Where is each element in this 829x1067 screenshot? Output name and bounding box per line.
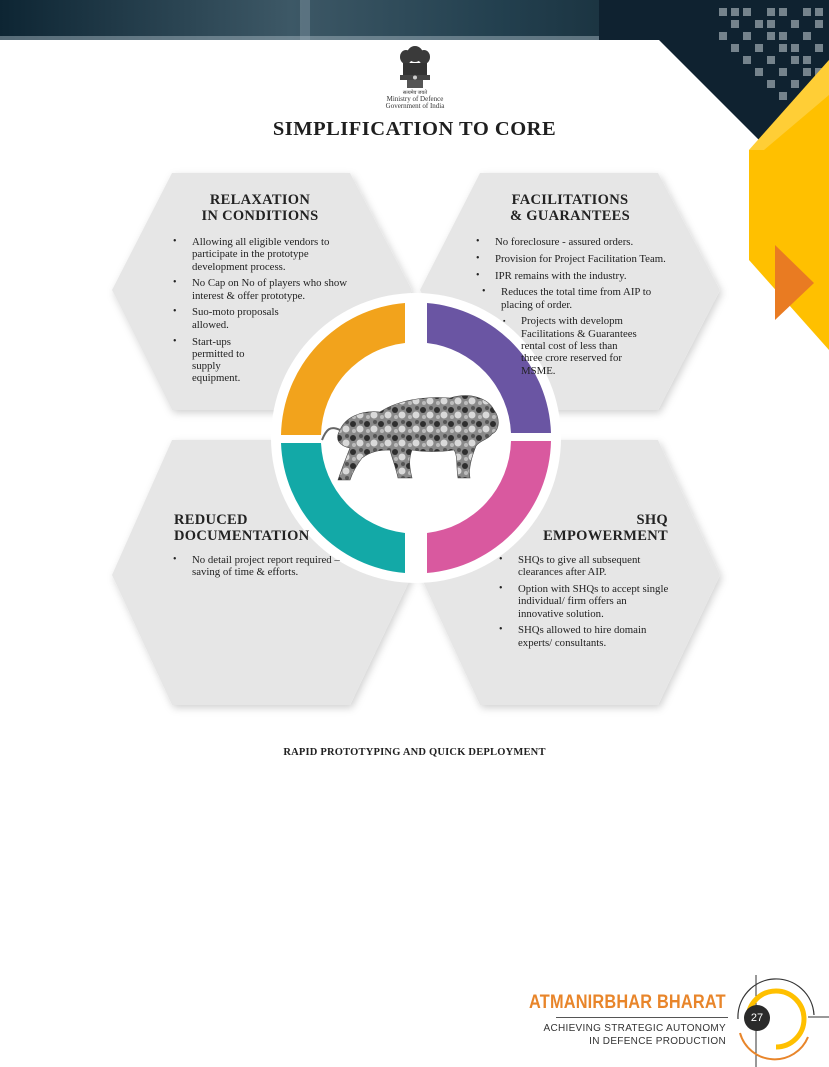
heading-line: RELAXATION: [209, 192, 311, 208]
bullet-item: • Suo-moto proposals allowed.: [170, 306, 302, 331]
heading-relaxation: [180, 192, 340, 224]
bullets-relaxation: [170, 236, 350, 389]
bullet-item: • No foreclosure - assured orders.: [473, 236, 673, 248]
heading-line: FACILITATIONS: [511, 192, 629, 208]
bullet-item: • No Cap on No of players who show interest & offer prototype.: [170, 277, 350, 302]
brand-title: ATMANIRBHAR BHARAT: [529, 992, 726, 1013]
government-name: Government of India: [385, 102, 445, 110]
bullet-item: • Provision for Project Facilitation Team.: [473, 253, 673, 265]
heading-facilitations: [490, 192, 650, 224]
bullet-item: ▪ Projects with developm Facilitations & Guarantees rental cost of less than three crore reserved for MSME.: [481, 315, 641, 376]
heading-line: EMPOWERMENT: [543, 528, 668, 544]
heading-line: DOCUMENTATION: [174, 528, 310, 544]
bullets-facilitations: [473, 236, 673, 381]
bullet-item: • No detail project report required – saving of time & efforts.: [170, 554, 340, 579]
bullet-item: • SHQs to give all subsequent clearances after AIP.: [496, 554, 671, 579]
emblem-motto: सत्यमेव जयते: [402, 91, 428, 96]
page-number-decoration: [718, 975, 829, 1067]
page-title: SIMPLIFICATION TO CORE: [272, 118, 557, 140]
heading-line: SHQ: [636, 512, 668, 528]
heading-line: REDUCED: [174, 512, 248, 528]
heading-shq: [490, 512, 668, 544]
diagram-caption: RAPID PROTOTYPING AND QUICK DEPLOYMENT: [283, 747, 546, 758]
bullet-item: • Start-ups permitted to supply equipment.: [170, 336, 266, 385]
heading-documentation: [174, 512, 354, 544]
bullets-shq: [496, 554, 671, 654]
brand-subtitle-line1: ACHIEVING STRATEGIC AUTONOMY: [543, 1023, 726, 1034]
bullet-item: • Allowing all eligible vendors to participate in the prototype development process.: [170, 236, 350, 273]
heading-line: & GUARANTEES: [509, 208, 631, 224]
bullets-documentation: [170, 554, 340, 583]
bullet-item: • IPR remains with the industry.: [473, 270, 673, 282]
page-number: 27: [744, 1005, 770, 1031]
heading-line: IN CONDITIONS: [201, 208, 319, 224]
bullet-item: • SHQs allowed to hire domain experts/ consultants.: [496, 624, 671, 649]
brand-subtitle-line2: IN DEFENCE PRODUCTION: [589, 1036, 726, 1047]
ministry-name: Ministry of Defence: [386, 95, 444, 103]
bullet-item: • Option with SHQs to accept single individual/ firm offers an innovative solution.: [496, 583, 671, 620]
bullet-item: • Reduces the total time from AIP to placing of order.: [479, 286, 661, 311]
footer-branding: [497, 992, 726, 1048]
